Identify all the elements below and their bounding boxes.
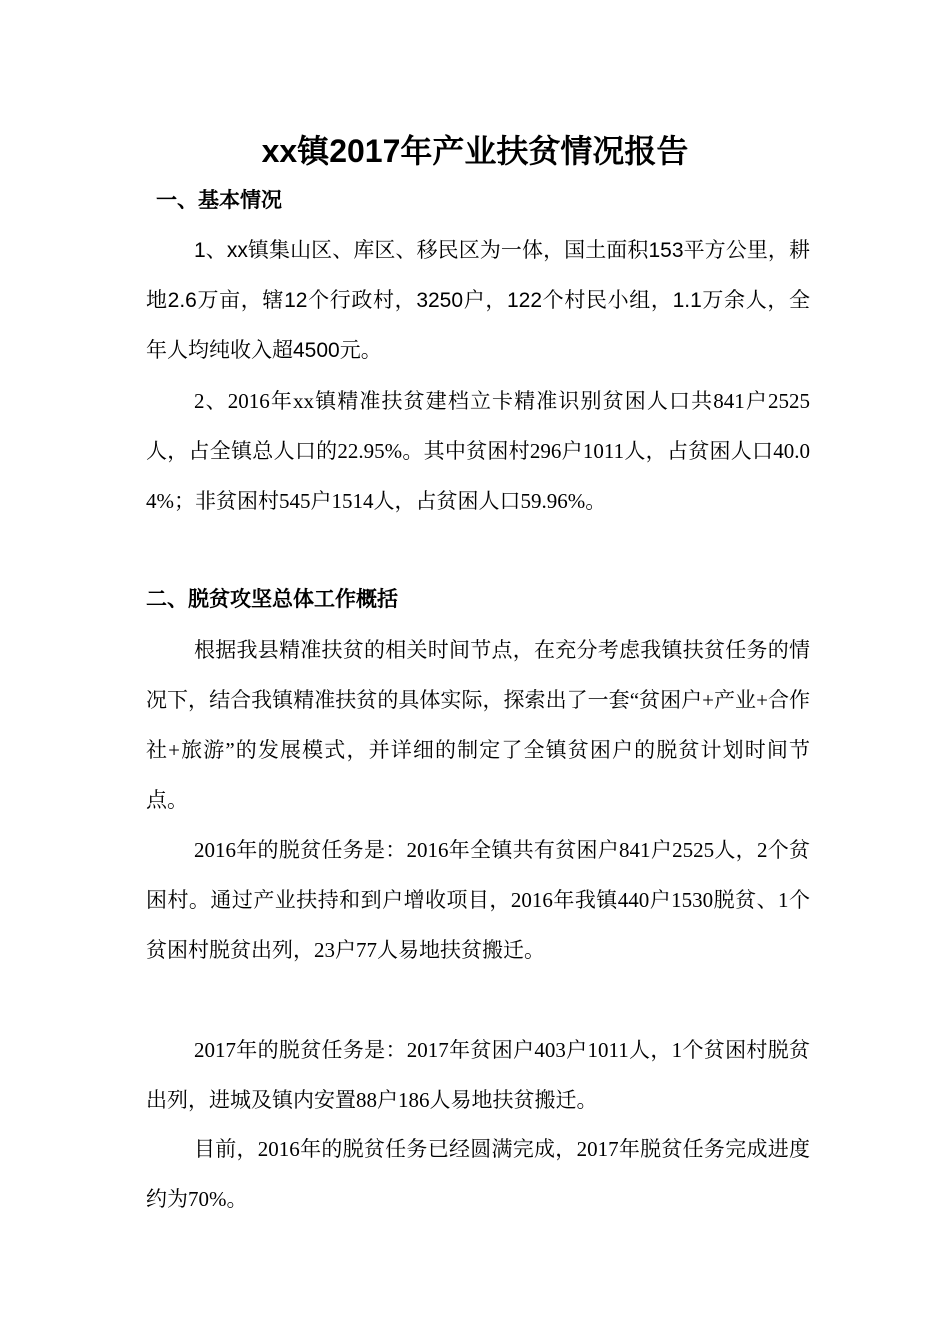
document-title: xx镇2017年产业扶贫情况报告: [261, 133, 689, 169]
paragraph-progress: 目前，2016年的脱贫任务已经圆满完成，2017年脱贫任务完成进度约为70%。: [146, 1137, 810, 1211]
paragraph-basic-info: 1、xx镇集山区、库区、移民区为一体，国土面积153平方公里，耕地2.6万亩，辖12个行政村，3250户，122个村民小组，1.1万余人，全年人均纯收入超4500元。: [146, 239, 810, 362]
paragraph-2017-task: 2017年的脱贫任务是：2017年贫困户403户1011人，1个贫困村脱贫出列，进城及镇内安置88户186人易地扶贫搬迁。: [146, 1038, 810, 1112]
paragraph-2016-task: 2016年的脱贫任务是：2016年全镇共有贫困户841户2525人，2个贫困村。通过产业扶持和到户增收项目，2016年我镇440户1530脱贫、1个贫困村脱贫出列，23户77人易地扶贫搬迁。: [146, 838, 810, 962]
section-heading-basic-situation: 一、基本情况: [156, 189, 282, 212]
paragraph-poverty-statistics: 2、2016年xx镇精准扶贫建档立卡精准识别贫困人口共841户2525人，占全镇总人口的22.95%。其中贫困村296户1011人，占贫困人口40.04%；非贫困村545户1514人，占贫困人口59.96%。: [146, 389, 810, 513]
paragraph-development-model: 根据我县精准扶贫的相关时间节点，在充分考虑我镇扶贫任务的情况下，结合我镇精准扶贫的具体实际，探索出了一套“贫困户+产业+合作社+旅游”的发展模式，并详细的制定了全镇贫困户的脱贫计划时间节点。: [146, 638, 810, 812]
section-heading-work-overview: 二、脱贫攻坚总体工作概括: [146, 588, 398, 611]
